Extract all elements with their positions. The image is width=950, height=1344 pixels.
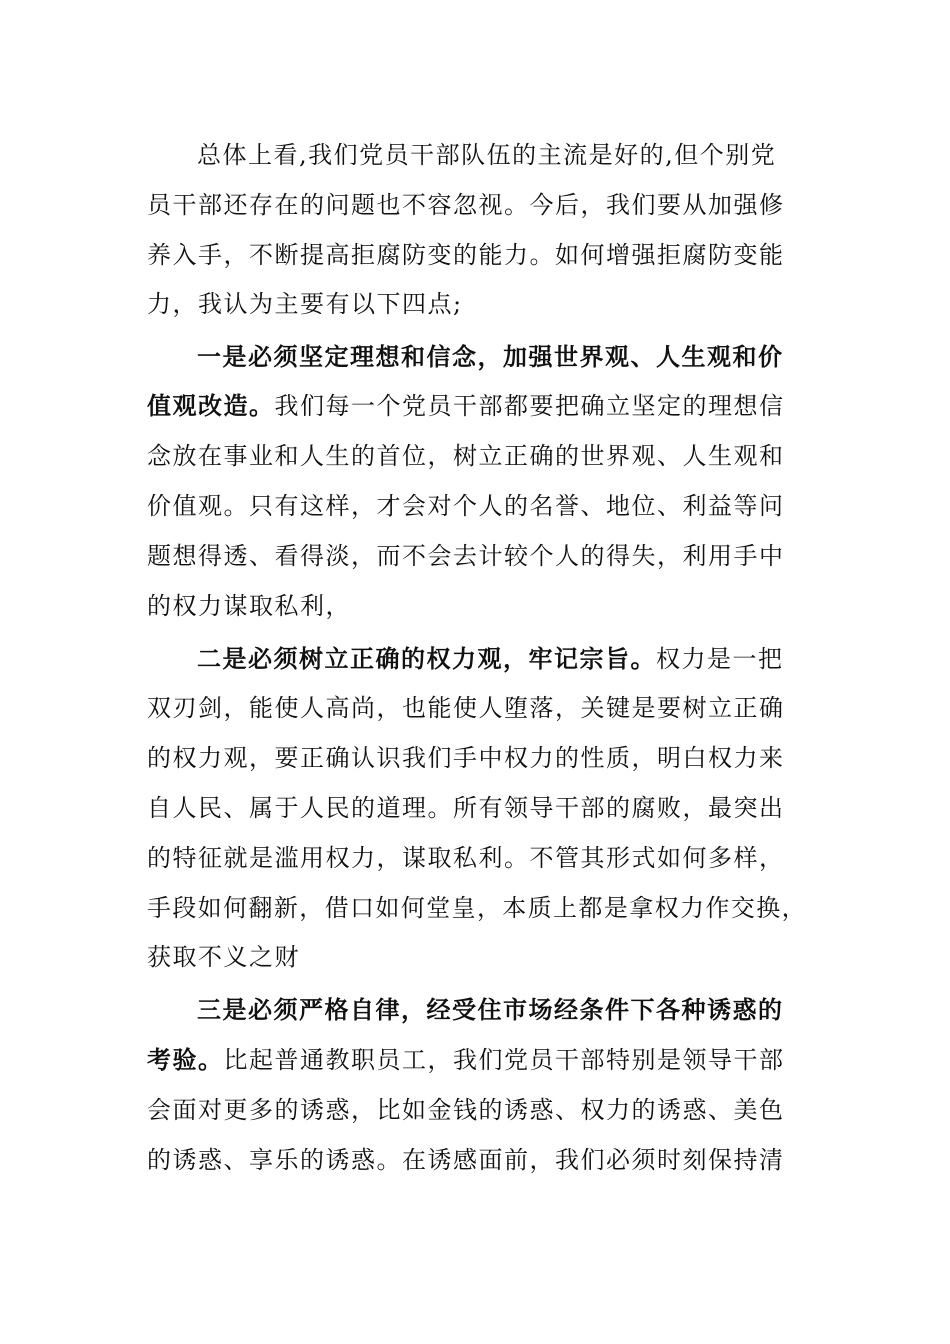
heading-run: 三是必须严格自律，经受住市场经条件下各种诱惑的 [197, 995, 784, 1024]
text-run: 手段如何翻新，借口如何堂皇，本质上都是拿权力作交换， [147, 894, 808, 922]
paragraph-2-line-4 [147, 486, 807, 526]
heading-run: 一是必须坚定理想和信念，加强世界观、人生观和价 [197, 342, 784, 371]
text-run: 念放在事业和人生的首位，树立正确的世界观、人生观和 [147, 442, 785, 470]
text-run: 题想得透、看得淡，而不会去计较个人的得失，利用手中 [147, 542, 785, 570]
paragraph-4-line-4 [147, 1140, 807, 1180]
paragraph-3-line-2 [147, 688, 807, 728]
paragraph-3-line-4 [147, 788, 807, 828]
paragraph-4-line-3 [147, 1090, 807, 1130]
paragraph-3-line-7 [147, 937, 807, 977]
paragraph-3-line-6 [147, 888, 808, 928]
paragraph-2-line-1 [197, 337, 807, 377]
paragraph-2-line-3 [147, 436, 807, 476]
paragraph-2-line-6 [147, 586, 807, 626]
paragraph-3-line-5 [147, 838, 807, 878]
text-run: 自人民、属于人民的道理。所有领导干部的腐败，最突出 [147, 794, 785, 822]
paragraph-4-line-2 [147, 1040, 807, 1080]
text-run: 会面对更多的诱惑，比如金钱的诱惑、权力的诱惑、美色 [147, 1096, 785, 1124]
paragraph-1-line-1 [197, 135, 807, 175]
paragraph-3-line-3 [147, 738, 807, 778]
paragraph-2-line-2 [147, 386, 807, 426]
paragraph-4-line-1 [197, 990, 807, 1030]
heading-run: 考验。 [147, 1045, 224, 1074]
heading-run: 二是必须树立正确的权力观，牢记宗旨。 [197, 644, 656, 673]
text-run: 的诱惑、享乐的诱惑。在诱感面前，我们必须时刻保持清 [147, 1146, 785, 1174]
text-run: 总体上看,我们党员干部队伍的主流是好的,但个别党 [197, 141, 777, 169]
text-run: 养入手，不断提高拒腐防变的能力。如何增强拒腐防变能 [147, 241, 785, 269]
text-run: 比起普通教职员工，我们党员干部特别是领导干部 [223, 1046, 785, 1074]
text-run: 力，我认为主要有以下四点; [147, 290, 463, 318]
text-run: 价值观。只有这样，才会对个人的名誉、地位、利益等问 [147, 492, 785, 520]
paragraph-1-line-3 [147, 235, 807, 275]
text-run: 权力是一把 [656, 645, 784, 673]
heading-run: 值观改造。 [147, 391, 275, 420]
paragraph-1-line-4 [147, 284, 807, 324]
text-run: 的权力观，要正确认识我们手中权力的性质，明白权力来 [147, 744, 785, 772]
text-run: 获取不义之财 [147, 943, 300, 971]
text-run: 的权力谋取私利， [147, 592, 351, 620]
text-run: 双刃剑，能使人高尚，也能使人堕落，关键是要树立正确 [147, 694, 785, 722]
text-run: 我们每一个党员干部都要把确立坚定的理想信 [274, 392, 785, 420]
text-run: 的特征就是滥用权力，谋取私利。不管其形式如何多样， [147, 844, 785, 872]
paragraph-2-line-5 [147, 536, 807, 576]
text-run: 员干部还存在的问题也不容忽视。今后，我们要从加强修 [147, 191, 785, 219]
paragraph-1-line-2 [147, 185, 807, 225]
paragraph-3-line-1 [197, 639, 807, 679]
